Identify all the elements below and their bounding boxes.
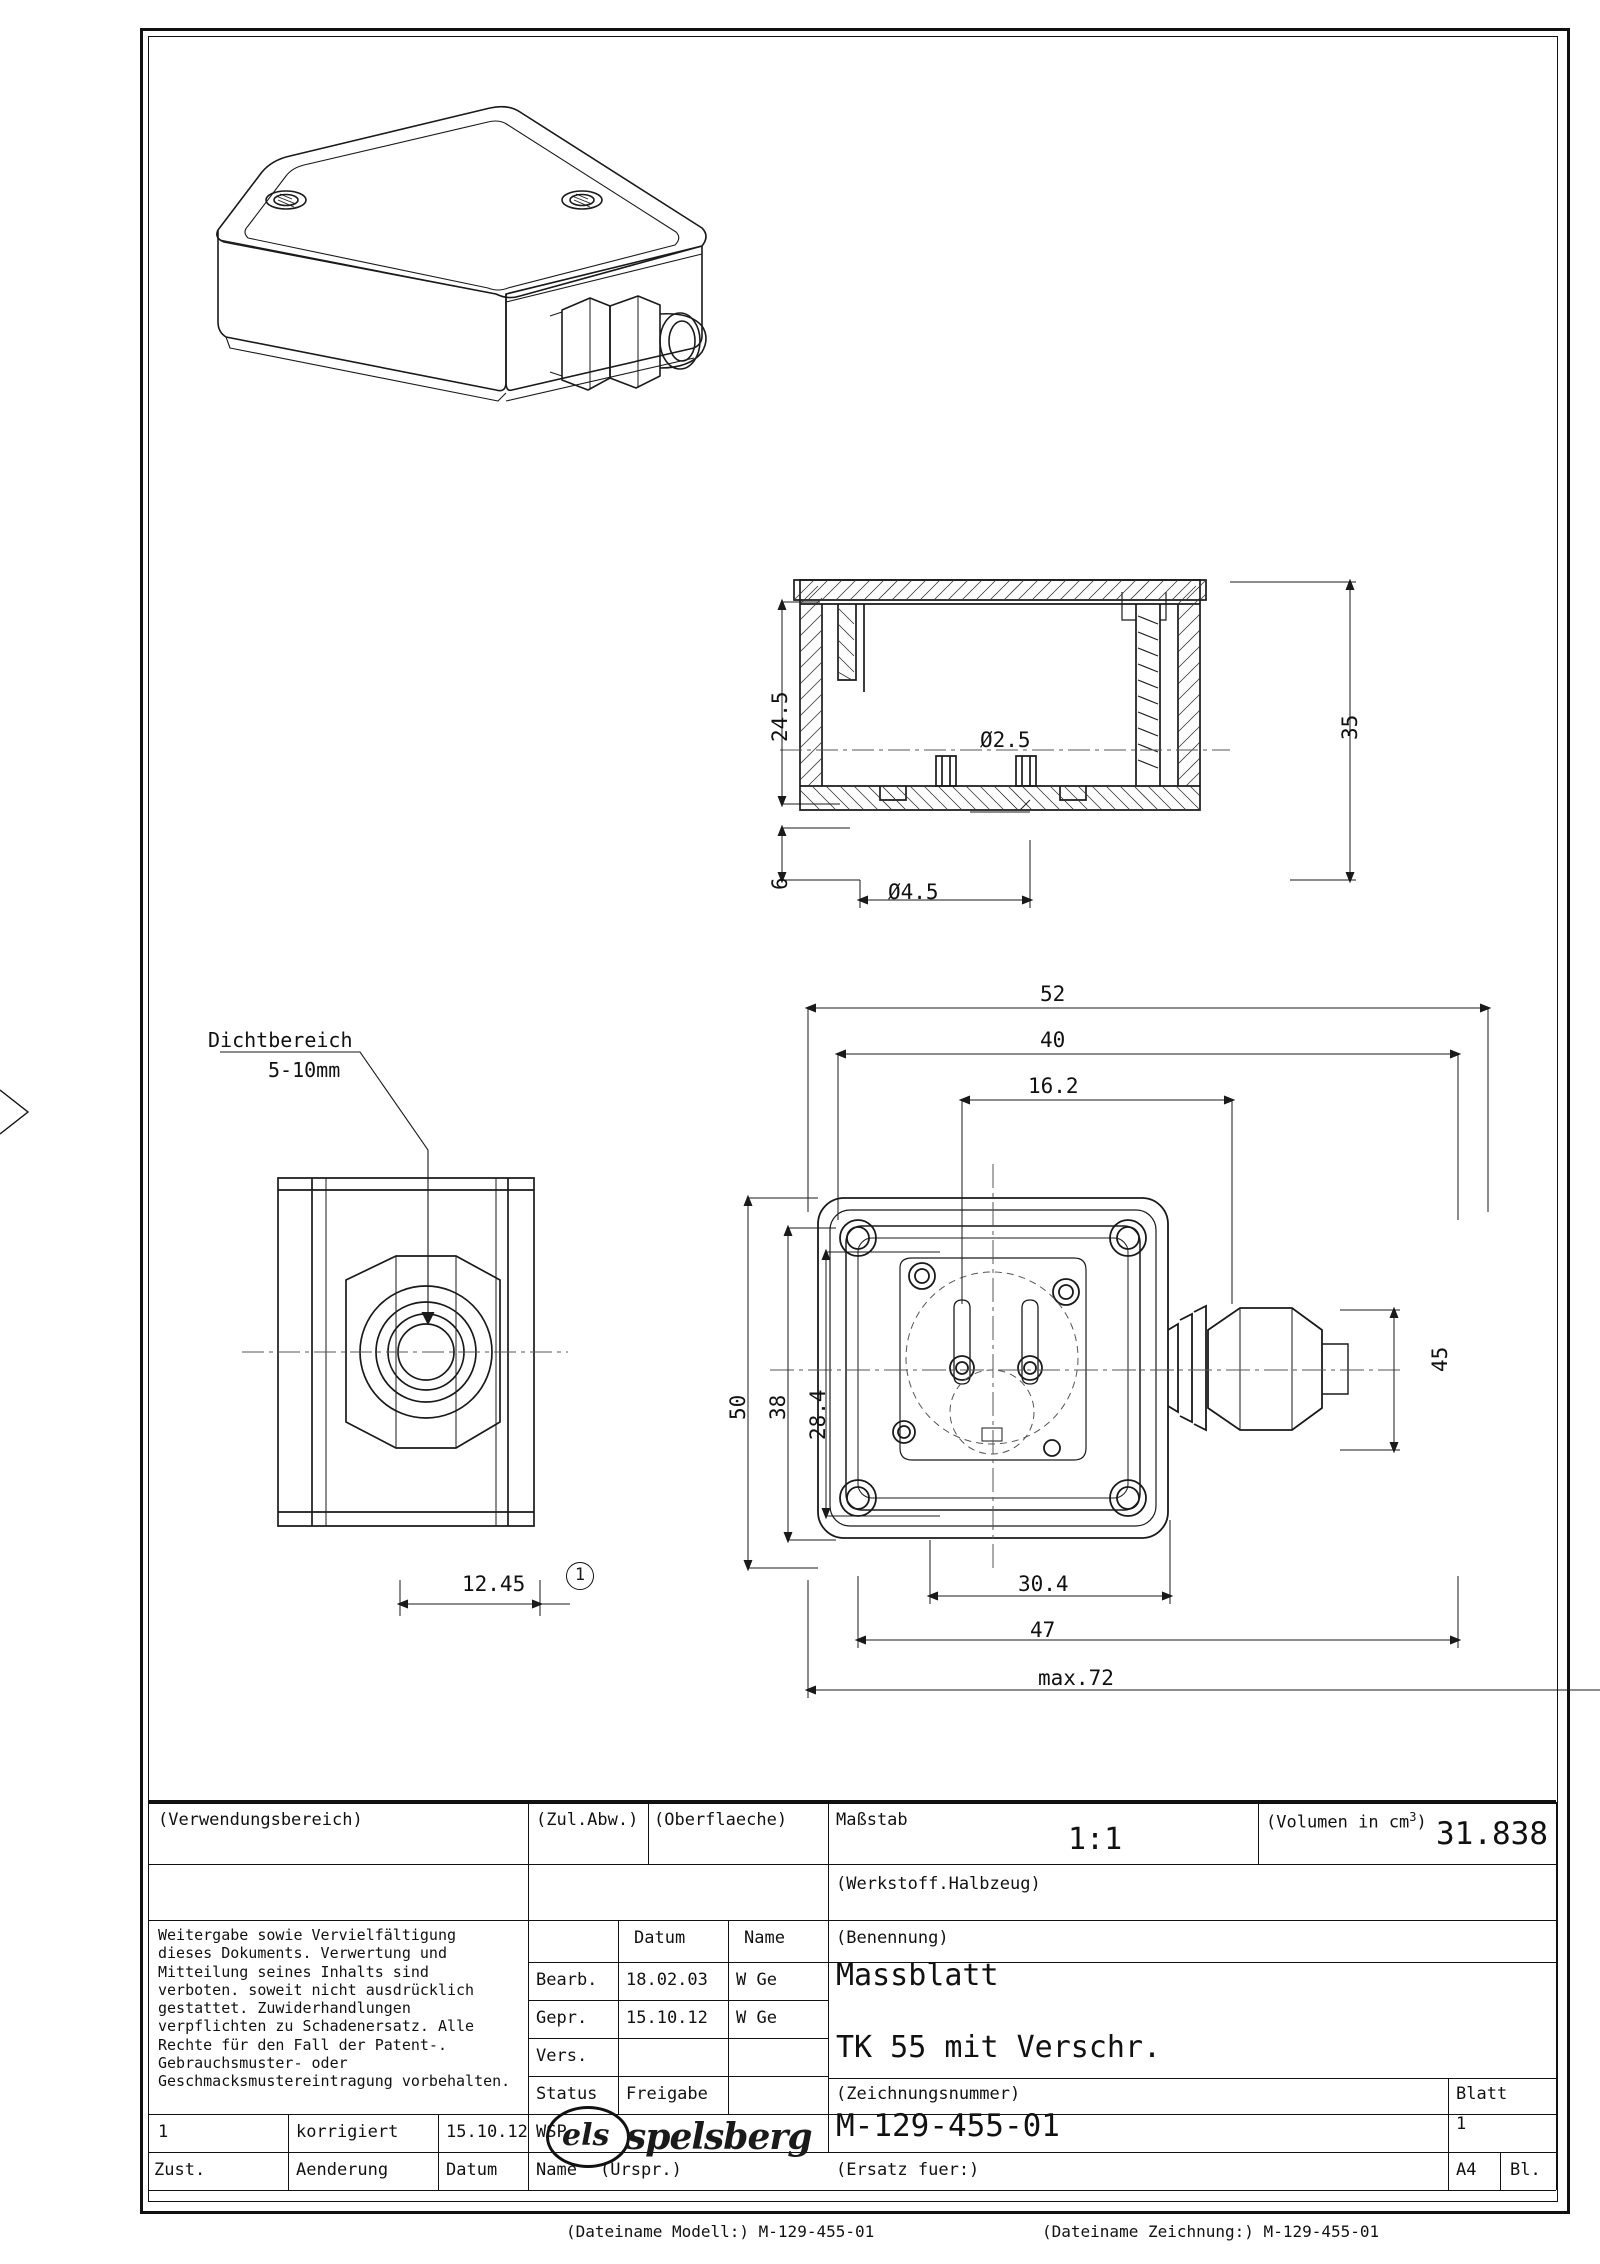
title-block [148, 1800, 1556, 2202]
dim-24-5: 24.5 [768, 691, 792, 742]
value-volumen: 31.838 [1436, 1816, 1548, 1852]
dim-52: 52 [1040, 982, 1066, 1006]
rev-head-zust: Zust. [154, 2160, 206, 2180]
label-volumen-exp: 3 [1409, 1810, 1417, 1824]
dim-max-72: max.72 [1038, 1666, 1114, 1690]
detail-balloon-1: 1 [566, 1562, 594, 1590]
row-bearb-datum: 18.02.03 [626, 1970, 708, 1990]
rev-aenderung: korrigiert [296, 2122, 399, 2142]
value-zeichnungsnummer: M-129-455-01 [836, 2108, 1060, 2144]
rev-name: WSP [536, 2122, 567, 2142]
dim-35: 35 [1338, 714, 1362, 740]
dim-6: 6 [768, 877, 792, 890]
sealing-range-leader [200, 1020, 500, 1280]
label-dichtbereich-range: 5-10mm [268, 1058, 341, 1082]
row-vers-label: Vers. [536, 2046, 588, 2066]
row-gepr-datum: 15.10.12 [626, 2008, 708, 2028]
value-format: A4 [1456, 2160, 1477, 2180]
dim-45: 45 [1428, 1346, 1452, 1372]
col-header-datum: Datum [634, 1928, 686, 1948]
label-zeichnungsnummer: (Zeichnungsnummer) [836, 2084, 1021, 2104]
dim-40: 40 [1040, 1028, 1066, 1052]
rev-index: 1 [158, 2122, 169, 2142]
dim-16-2: 16.2 [1028, 1074, 1079, 1098]
dim-dia-4-5: Ø4.5 [888, 880, 939, 904]
label-massstab: Maßstab [836, 1810, 908, 1830]
value-massstab: 1:1 [1068, 1822, 1123, 1857]
logo-els-text: els [562, 2118, 610, 2153]
rev-datum: 15.10.12 [446, 2122, 528, 2142]
dim-30-4: 30.4 [1018, 1572, 1069, 1596]
dim-50: 50 [726, 1394, 750, 1420]
label-volumen-close: ) [1416, 1812, 1427, 1833]
label-dichtbereich: Dichtbereich [208, 1028, 353, 1052]
top-view-dimension-lines [640, 980, 1540, 1760]
label-benennung: (Benennung) [836, 1928, 949, 1948]
rev-head-urspr: (Urspr.) [600, 2160, 682, 2180]
field-verwendungsbereich: (Verwendungsbereich) [158, 1810, 363, 1830]
col-header-name: Name [744, 1928, 785, 1948]
dim-dia-2-5: Ø2.5 [980, 728, 1031, 752]
row-gepr-name: W Ge [736, 2008, 777, 2028]
field-oberflaeche: (Oberflaeche) [654, 1810, 788, 1830]
rev-head-datum: Datum [446, 2160, 498, 2180]
label-blatt: Blatt [1456, 2084, 1508, 2104]
section-dimension-lines [730, 540, 1370, 960]
field-ersatz: (Ersatz fuer:) [836, 2160, 980, 2180]
isometric-view [190, 60, 810, 620]
dim-12-45: 12.45 [462, 1572, 526, 1596]
dim-47: 47 [1030, 1618, 1056, 1642]
row-status-value: Freigabe [626, 2084, 708, 2104]
row-status-label: Status [536, 2084, 598, 2104]
logo-spelsberg-text: spelsberg [626, 2116, 812, 2158]
field-werkstoff: (Werkstoff.Halbzeug) [836, 1874, 1041, 1894]
field-zul-abw: (Zul.Abw.) [536, 1810, 639, 1830]
label-bl: Bl. [1510, 2160, 1541, 2180]
value-blatt: 1 [1456, 2114, 1467, 2134]
legal-notice: Weitergabe sowie Vervielfältigung dieses Dokuments. Verwertung und Mitteilung seines Inhalts sind verboten. soweit nicht ausdrücklich gestattet. Zuwiderhandlungen verpflichten zu Schadenersatz. Alle Rechte für den Fall der Patent-. Gebrauchsmuster- oder Geschmacksmustereintragung vorbehalten. [158, 1926, 511, 2091]
value-benennung-line1: Massblatt [836, 1958, 999, 1993]
footer-model-filename: (Dateiname Modell:) M-129-455-01 [566, 2222, 875, 2241]
label-volumen-text: (Volumen in cm [1266, 1812, 1410, 1833]
rev-head-name: Name [536, 2160, 577, 2180]
row-bearb-label: Bearb. [536, 1970, 598, 1990]
rev-head-aenderung: Aenderung [296, 2160, 389, 2180]
left-edge-mark-icon [0, 1090, 60, 1150]
dim-28-4: 28.4 [806, 1389, 830, 1440]
row-bearb-name: W Ge [736, 1970, 777, 1990]
label-volumen [1266, 1810, 1427, 1833]
value-benennung-line2: TK 55 mit Verschr. [836, 2030, 1162, 2065]
footer-drawing-filename: (Dateiname Zeichnung:) M-129-455-01 [1042, 2222, 1380, 2241]
row-gepr-label: Gepr. [536, 2008, 588, 2028]
dim-38: 38 [766, 1394, 790, 1420]
